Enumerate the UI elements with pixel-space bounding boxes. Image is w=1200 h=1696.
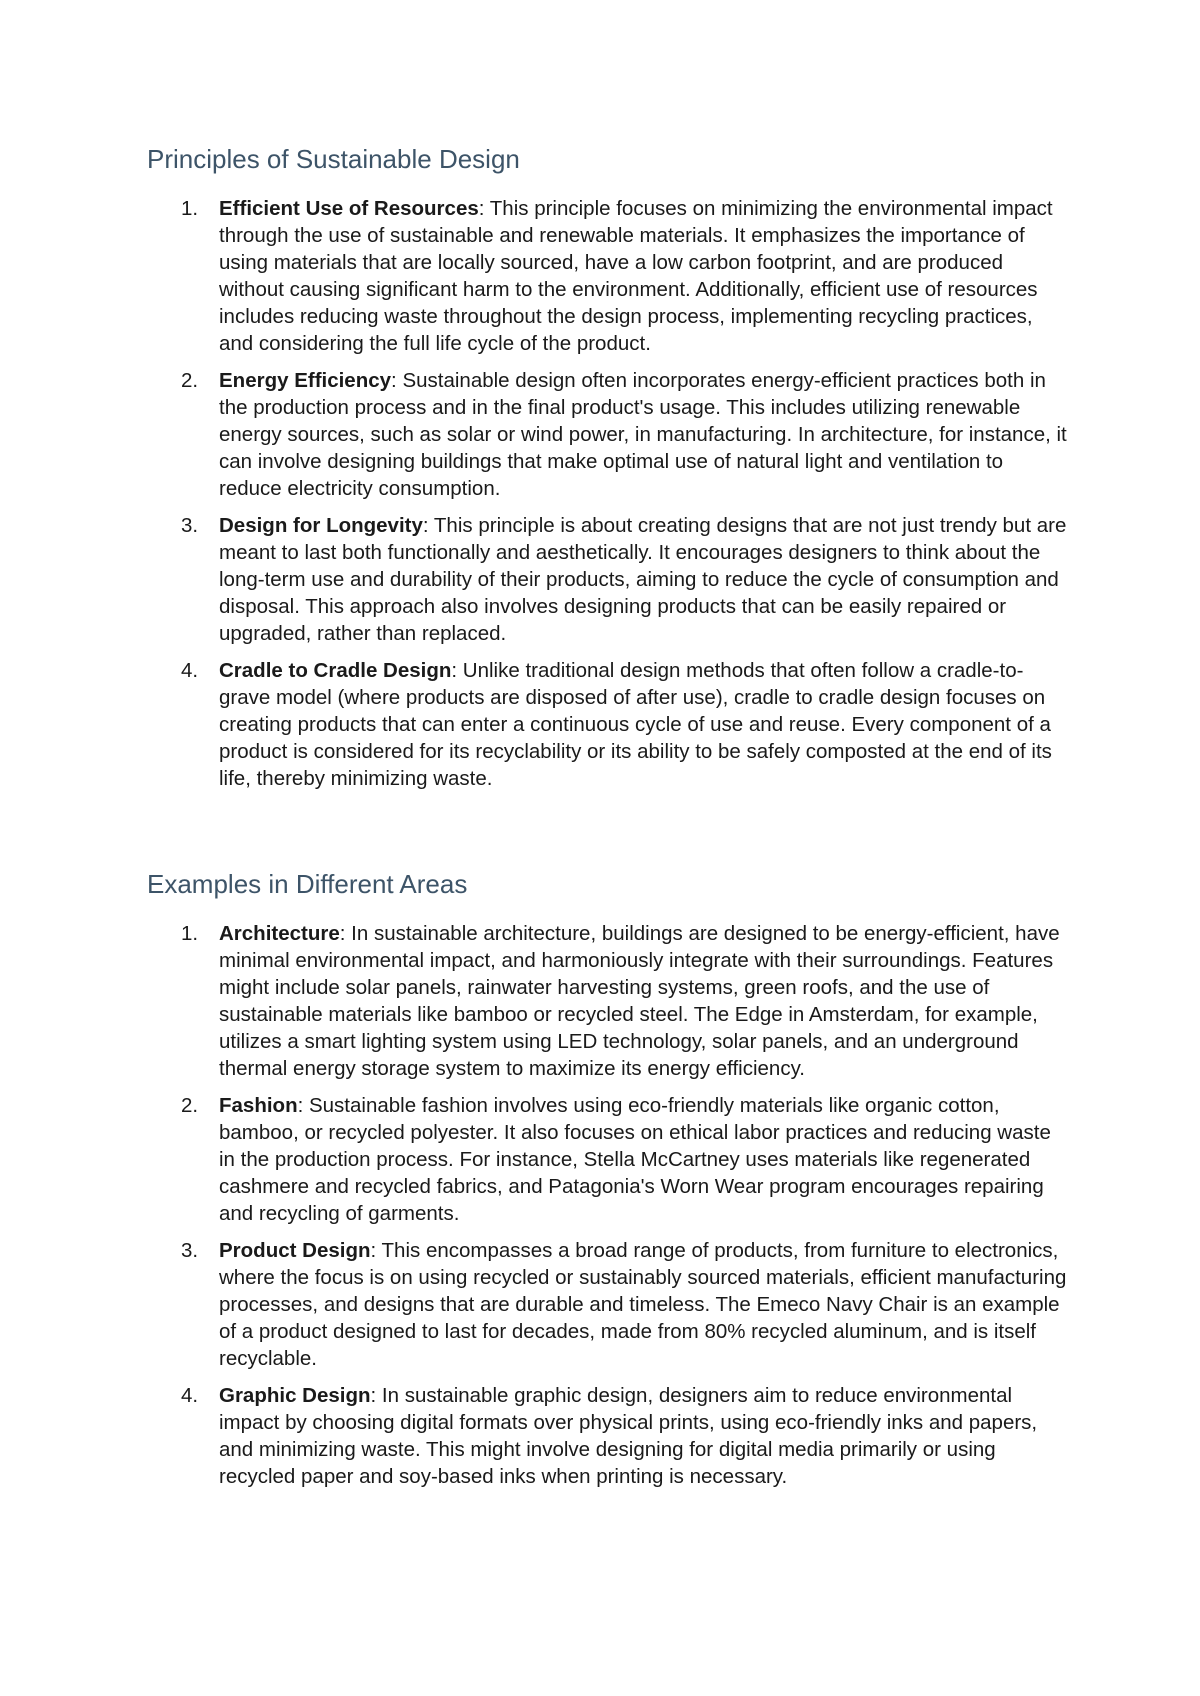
list-number: 2. <box>181 369 199 392</box>
item-term: Cradle to Cradle Design <box>219 659 452 682</box>
list-item <box>147 1237 1067 1372</box>
item-term: Architecture <box>219 922 340 945</box>
item-term: Product Design <box>219 1239 371 1262</box>
examples-list <box>147 920 1067 1490</box>
list-number: 4. <box>181 1384 199 1407</box>
list-item <box>147 1092 1067 1227</box>
list-number: 4. <box>181 659 199 682</box>
list-number: 1. <box>181 197 199 220</box>
list-item <box>147 195 1067 357</box>
section-heading: Principles of Sustainable Design <box>147 144 520 174</box>
item-term: Design for Longevity <box>219 514 423 537</box>
list-number: 3. <box>181 1239 199 1262</box>
item-term: Efficient Use of Resources <box>219 197 479 220</box>
item-text: : This principle is about creating designs that are not just trendy but are meant to last both functionally and aesthetically. It encourages designers to think about the long-term use and durability of their products, aiming to reduce the cycle of consumption and disposal. This approach also involves designing products that can be easily repaired or upgraded, rather than replaced. <box>219 514 1067 645</box>
principles-section <box>147 143 1067 802</box>
list-number: 3. <box>181 514 199 537</box>
item-text: : Unlike traditional design methods that often follow a cradle-to-grave model (where products are disposed of after use), cradle to cradle design focuses on creating products that can enter a continuous cycle of use and reuse. Every component of a product is considered for its recyclability or its ability to be safely composted at the end of its life, thereby minimizing waste. <box>219 659 1052 790</box>
section-heading: Examples in Different Areas <box>147 869 468 899</box>
item-text: : In sustainable graphic design, designers aim to reduce environmental impact by choosing digital formats over physical prints, using eco-friendly inks and papers, and minimizing waste. This might involve designing for digital media primarily or using recycled paper and soy-based inks when printing is necessary. <box>219 1384 1038 1488</box>
item-text: : Sustainable fashion involves using eco-friendly materials like organic cotton, bamboo, or recycled polyester. It also focuses on ethical labor practices and reducing waste in the production process. For instance, Stella McCartney uses materials like regenerated cashmere and recycled fabrics, and Patagonia's Worn Wear program encourages repairing and recycling of garments. <box>219 1094 1051 1225</box>
examples-section <box>147 868 1067 1500</box>
list-item <box>147 920 1067 1082</box>
item-text: : This principle focuses on minimizing the environmental impact through the use of sustainable and renewable materials. It emphasizes the importance of using materials that are locally sourced, have a low carbon footprint, and are produced without causing significant harm to the environment. Additionally, efficient use of resources includes reducing waste throughout the design process, implementing recycling practices, and considering the full life cycle of the product. <box>219 197 1053 355</box>
item-text: : In sustainable architecture, buildings are designed to be energy-efficient, have minimal environmental impact, and harmoniously integrate with their surroundings. Features might include solar panels, rainwater harvesting systems, green roofs, and the use of sustainable materials like bamboo or recycled steel. The Edge in Amsterdam, for example, utilizes a smart lighting system using LED technology, solar panels, and an underground thermal energy storage system to maximize its energy efficiency. <box>219 922 1060 1080</box>
list-number: 2. <box>181 1094 199 1117</box>
list-item <box>147 512 1067 647</box>
item-text: : Sustainable design often incorporates energy-efficient practices both in the production process and in the final product's usage. This includes utilizing renewable energy sources, such as solar or wind power, in manufacturing. In architecture, for instance, it can involve designing buildings that make optimal use of natural light and ventilation to reduce electricity consumption. <box>219 369 1067 500</box>
item-term: Graphic Design <box>219 1384 371 1407</box>
list-item <box>147 657 1067 792</box>
list-item <box>147 1382 1067 1490</box>
principles-list <box>147 195 1067 792</box>
item-text: : This encompasses a broad range of products, from furniture to electronics, where the focus is on using recycled or sustainably sourced materials, efficient manufacturing processes, and designs that are durable and timeless. The Emeco Navy Chair is an example of a product designed to last for decades, made from 80% recycled aluminum, and is itself recyclable. <box>219 1239 1067 1370</box>
item-term: Energy Efficiency <box>219 369 392 392</box>
item-term: Fashion <box>219 1094 298 1117</box>
list-item <box>147 367 1067 502</box>
list-number: 1. <box>181 922 199 945</box>
